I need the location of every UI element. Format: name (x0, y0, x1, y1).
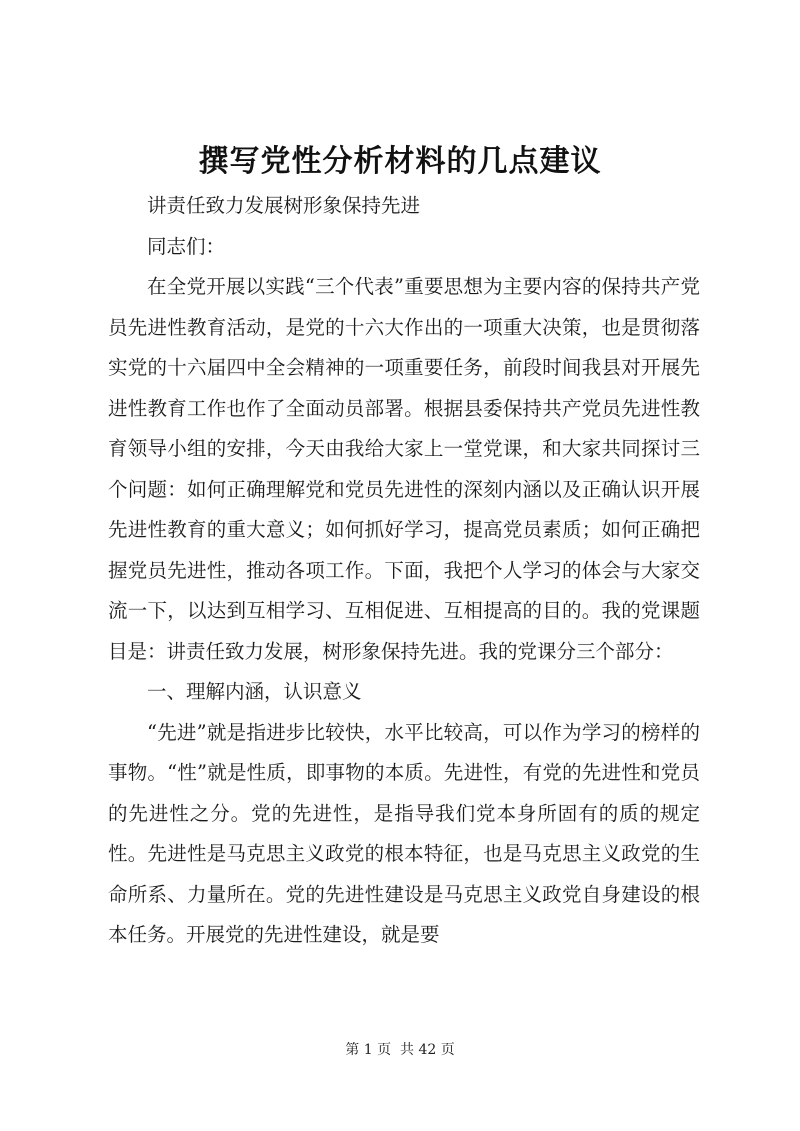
document-body (108, 186, 700, 956)
subtitle-paragraph: 讲责任致力发展树形象保持先进 (147, 194, 421, 217)
document-title: 撰写党性分析材料的几点建议 (198, 144, 602, 179)
intro-paragraph: 在全党开展以实践“三个代表”重要思想为主要内容的保持共产党员先进性教育活动，是党的十六大作出的一项重大决策，也是贯彻落实党的十六届四中全会精神的一项重要任务，前段时间我县对开展先进性教育工作也作了全面动员部署。根据县委保持共产党员先进性教育领导小组的安排，今天由我给大家上一堂党课，和大家共同探讨三个问题：如何正确理解党和党员先进性的深刻内涵以及正确认识开展先进性教育的重大意义；如何抓好学习，提高党员素质；如何正确把握党员先进性，推动各项工作。下面，我把个人学习的体会与大家交流一下，以达到互相学习、互相促进、互相提高的目的。我的党课题目是：讲责任致力发展，树形象保持先进。我的党课分三个部分： (108, 275, 700, 663)
section-heading: 一、理解内涵，认识意义 (147, 680, 362, 703)
page-number-footer: 第 1 页 共 42 页 (345, 1042, 455, 1058)
salutation-paragraph: 同志们： (147, 234, 226, 258)
body-paragraph: “先进”就是指进步比较快，水平比较高，可以作为学习的榜样的事物。“性”就是性质，即事物的本质。先进性，有党的先进性和党员的先进性之分。党的先进性，是指导我们党本身所固有的质的规定性。先进性是马克思主义政党的根本特征，也是马克思主义政党的生命所系、力量所在。党的先进性建设是马克思主义政党自身建设的根本任务。开展党的先进性建设，就是要 (108, 720, 700, 946)
